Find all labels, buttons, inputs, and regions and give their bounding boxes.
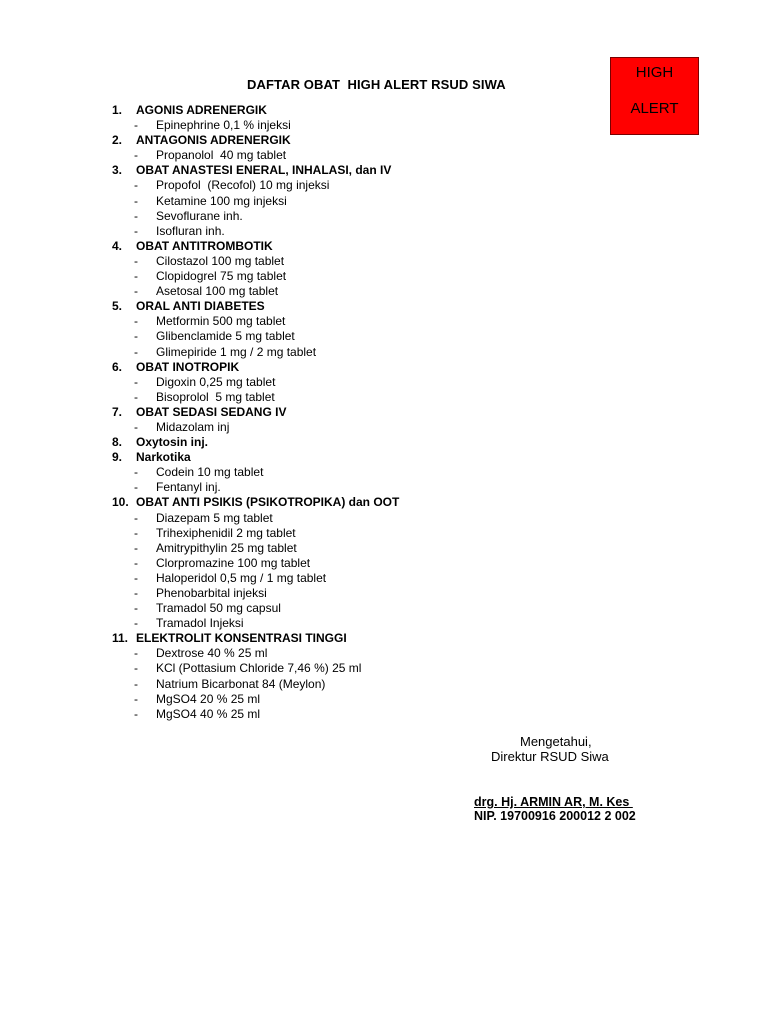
drug-name: Glimepiride 1 mg / 2 mg tablet xyxy=(156,344,317,359)
drug-name: Propanolol 40 mg tablet xyxy=(156,148,287,163)
bullet-dash: - xyxy=(134,269,138,284)
bullet-dash: - xyxy=(134,676,138,691)
bullet-dash: - xyxy=(134,118,138,133)
list-item xyxy=(112,571,399,586)
category-heading xyxy=(112,631,399,646)
category-name: OBAT SEDASI SEDANG IV xyxy=(136,404,287,419)
category-heading xyxy=(112,450,399,465)
drug-name: Clopidogrel 75 mg tablet xyxy=(156,269,287,284)
category-heading xyxy=(112,435,399,450)
bullet-dash: - xyxy=(134,329,138,344)
badge-line-1: HIGH xyxy=(635,64,674,81)
category-name: Narkotika xyxy=(136,450,191,465)
list-item xyxy=(112,465,399,480)
drug-name: Codein 10 mg tablet xyxy=(156,465,264,480)
bullet-dash: - xyxy=(134,540,138,555)
category-heading xyxy=(112,103,399,118)
signature-nip: NIP. 19700916 200012 2 002 xyxy=(474,809,636,823)
category-name: OBAT ANTITROMBOTIK xyxy=(136,238,273,253)
bullet-dash: - xyxy=(134,193,138,208)
list-item xyxy=(112,209,399,224)
high-alert-badge xyxy=(610,57,699,135)
bullet-dash: - xyxy=(134,284,138,299)
category-name: ANTAGONIS ADRENERGIK xyxy=(136,133,291,148)
category-number: 8. xyxy=(112,435,123,450)
category-number: 7. xyxy=(112,404,123,419)
bullet-dash: - xyxy=(134,601,138,616)
bullet-dash: - xyxy=(134,646,138,661)
drug-name: Digoxin 0,25 mg tablet xyxy=(156,374,276,389)
list-item xyxy=(112,194,399,209)
bullet-dash: - xyxy=(134,178,138,193)
signature-acknowledged: Mengetahui, xyxy=(520,734,592,749)
bullet-dash: - xyxy=(134,661,138,676)
list-item xyxy=(112,420,399,435)
bullet-dash: - xyxy=(134,223,138,238)
list-item xyxy=(112,284,399,299)
list-item xyxy=(112,345,399,360)
category-heading xyxy=(112,405,399,420)
list-item xyxy=(112,556,399,571)
bullet-dash: - xyxy=(134,465,138,480)
category-number: 4. xyxy=(112,238,123,253)
category-number: 10. xyxy=(112,495,129,510)
list-item xyxy=(112,511,399,526)
document-title: DAFTAR OBAT HIGH ALERT RSUD SIWA xyxy=(247,77,506,92)
list-item xyxy=(112,390,399,405)
list-item xyxy=(112,601,399,616)
bullet-dash: - xyxy=(134,480,138,495)
category-number: 1. xyxy=(112,103,123,117)
bullet-dash: - xyxy=(134,555,138,570)
drug-list xyxy=(112,103,399,722)
list-item xyxy=(112,269,399,284)
category-name: ORAL ANTI DIABETES xyxy=(136,299,265,314)
drug-name: Diazepam 5 mg tablet xyxy=(156,510,273,525)
category-heading xyxy=(112,360,399,375)
list-item xyxy=(112,541,399,556)
drug-name: Bisoprolol 5 mg tablet xyxy=(156,389,275,404)
list-item xyxy=(112,224,399,239)
drug-name: Glibenclamide 5 mg tablet xyxy=(156,329,295,344)
list-item xyxy=(112,178,399,193)
bullet-dash: - xyxy=(134,344,138,359)
list-item xyxy=(112,646,399,661)
drug-name: Sevoflurane inh. xyxy=(156,208,243,223)
bullet-dash: - xyxy=(134,148,138,163)
drug-name: KCl (Pottasium Chloride 7,46 %) 25 ml xyxy=(156,661,362,676)
drug-name: Epinephrine 0,1 % injeksi xyxy=(156,118,291,133)
list-item xyxy=(112,329,399,344)
drug-name: Propofol (Recofol) 10 mg injeksi xyxy=(156,178,330,193)
category-name: AGONIS ADRENERGIK xyxy=(136,103,267,117)
drug-name: Metformin 500 mg tablet xyxy=(156,314,286,329)
drug-name: MgSO4 20 % 25 ml xyxy=(156,691,261,706)
category-number: 11. xyxy=(112,631,129,646)
category-heading xyxy=(112,299,399,314)
bullet-dash: - xyxy=(134,389,138,404)
badge-line-2: ALERT xyxy=(630,100,679,117)
drug-name: Midazolam inj xyxy=(156,419,230,434)
category-number: 6. xyxy=(112,359,123,374)
list-item xyxy=(112,616,399,631)
list-item xyxy=(112,254,399,269)
drug-name: Ketamine 100 mg injeksi xyxy=(156,193,287,208)
drug-name: Dextrose 40 % 25 ml xyxy=(156,646,268,661)
category-name: ELEKTROLIT KONSENTRASI TINGGI xyxy=(136,631,347,646)
category-heading xyxy=(112,239,399,254)
bullet-dash: - xyxy=(134,419,138,434)
drug-name: Clorpromazine 100 mg tablet xyxy=(156,555,311,570)
bullet-dash: - xyxy=(134,208,138,223)
drug-name: Fentanyl inj. xyxy=(156,480,221,495)
list-item xyxy=(112,314,399,329)
bullet-dash: - xyxy=(134,253,138,268)
list-item xyxy=(112,661,399,676)
bullet-dash: - xyxy=(134,374,138,389)
category-name: Oxytosin inj. xyxy=(136,435,209,450)
bullet-dash: - xyxy=(134,691,138,706)
bullet-dash: - xyxy=(134,570,138,585)
drug-name: Amitrypithylin 25 mg tablet xyxy=(156,540,297,555)
category-name: OBAT ANTI PSIKIS (PSIKOTROPIKA) dan OOT xyxy=(136,495,400,510)
drug-name: Cilostazol 100 mg tablet xyxy=(156,253,285,268)
category-heading xyxy=(112,495,399,510)
drug-name: Tramadol 50 mg capsul xyxy=(156,601,281,616)
signature-position: Direktur RSUD Siwa xyxy=(491,749,609,764)
bullet-dash: - xyxy=(134,314,138,329)
category-heading xyxy=(112,163,399,178)
list-item xyxy=(112,526,399,541)
bullet-dash: - xyxy=(134,616,138,631)
signature-name: drg. Hj. ARMIN AR, M. Kes xyxy=(474,795,633,809)
list-item xyxy=(112,677,399,692)
drug-name: Phenobarbital injeksi xyxy=(156,586,267,600)
list-item xyxy=(112,118,399,133)
bullet-dash: - xyxy=(134,525,138,540)
bullet-dash: - xyxy=(134,510,138,525)
list-item xyxy=(112,148,399,163)
list-item xyxy=(112,692,399,707)
drug-name: Asetosal 100 mg tablet xyxy=(156,284,279,299)
drug-name: Natrium Bicarbonat 84 (Meylon) xyxy=(156,676,326,691)
drug-name: Trihexiphenidil 2 mg tablet xyxy=(156,525,296,540)
drug-name: Tramadol Injeksi xyxy=(156,616,244,631)
category-number: 3. xyxy=(112,163,123,178)
category-number: 9. xyxy=(112,450,123,465)
drug-name: MgSO4 40 % 25 ml xyxy=(156,706,261,721)
list-item xyxy=(112,707,399,722)
category-name: OBAT INOTROPIK xyxy=(136,359,240,374)
list-item xyxy=(112,375,399,390)
drug-name: Haloperidol 0,5 mg / 1 mg tablet xyxy=(156,570,327,585)
category-number: 5. xyxy=(112,299,123,314)
bullet-dash: - xyxy=(134,586,138,600)
bullet-dash: - xyxy=(134,706,138,721)
drug-name: Isofluran inh. xyxy=(156,223,225,238)
list-item xyxy=(112,480,399,495)
category-name: OBAT ANASTESI ENERAL, INHALASI, dan IV xyxy=(136,163,392,178)
category-heading xyxy=(112,133,399,148)
category-number: 2. xyxy=(112,133,123,148)
list-item xyxy=(112,586,399,601)
